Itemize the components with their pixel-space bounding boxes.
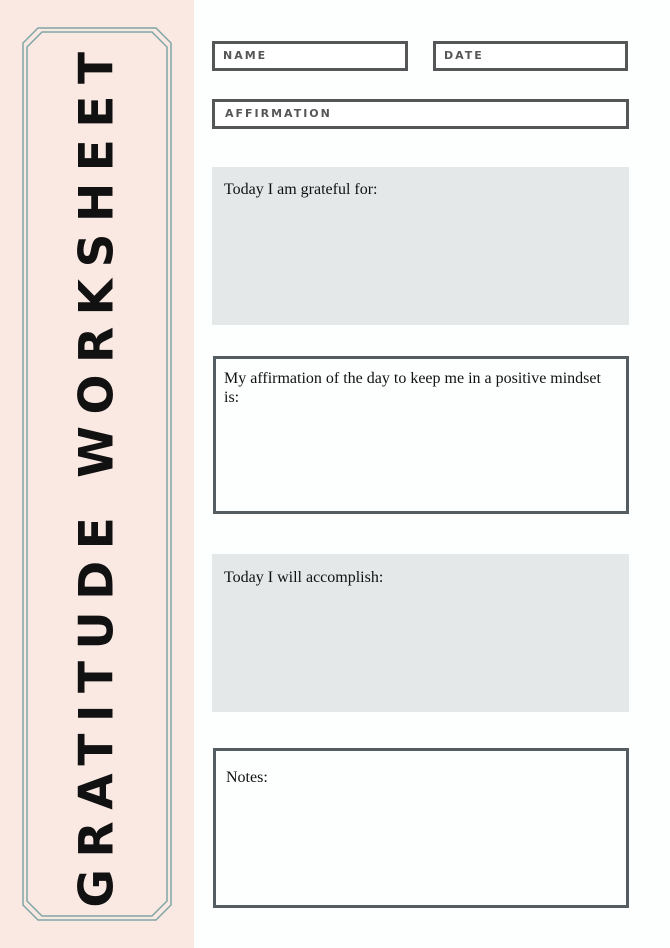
name-label: NAME xyxy=(223,49,268,62)
grateful-box[interactable] xyxy=(212,167,629,325)
sidebar xyxy=(0,0,194,948)
notes-box[interactable] xyxy=(213,748,629,908)
date-field[interactable] xyxy=(433,41,628,71)
name-field[interactable] xyxy=(212,41,408,71)
date-label: DATE xyxy=(444,49,484,62)
affirmation-prompt: My affirmation of the day to keep me in a positive mindset is: xyxy=(224,370,601,406)
affirmation-field[interactable] xyxy=(212,99,629,129)
daily-affirmation-box[interactable] xyxy=(213,356,629,514)
grateful-prompt: Today I am grateful for: xyxy=(224,181,378,198)
affirmation-label: AFFIRMATION xyxy=(225,107,332,120)
accomplish-prompt: Today I will accomplish: xyxy=(224,569,384,586)
accomplish-box[interactable] xyxy=(212,554,629,712)
worksheet-title: GRATITUDE WORKSHEET xyxy=(69,40,125,908)
notes-prompt: Notes: xyxy=(226,769,268,786)
